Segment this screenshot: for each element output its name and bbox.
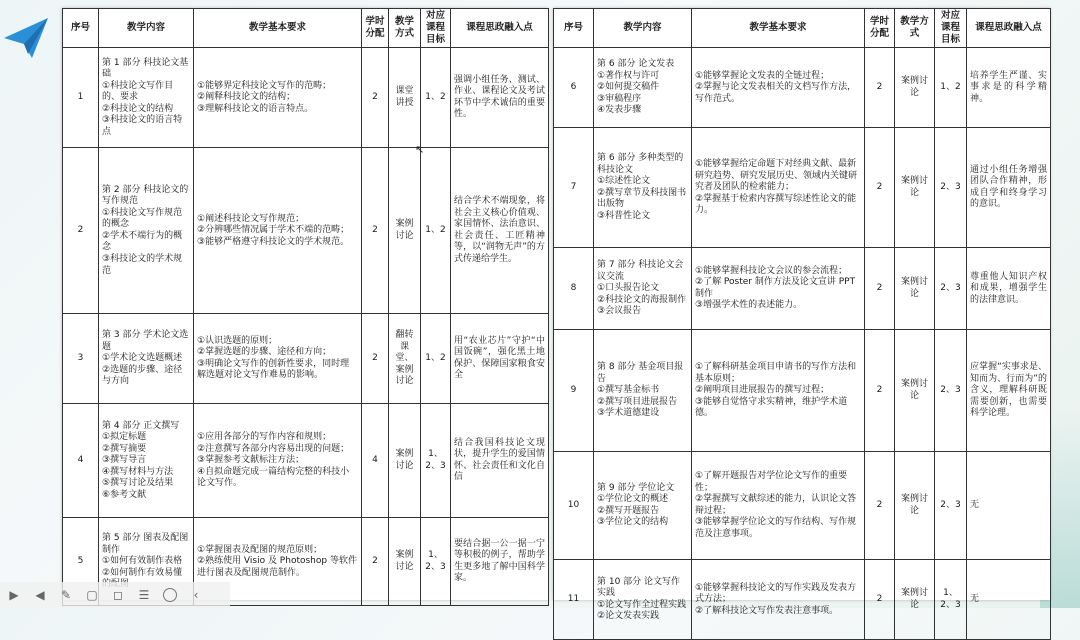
- row-requirements: [194, 404, 362, 518]
- row-ideology: 通过小组任务增强团队合作精神，形成自学和终身学习的意识。: [967, 128, 1051, 248]
- table-header-row: [63, 9, 549, 48]
- row-goal: 1、2、3: [421, 518, 451, 606]
- content-line: ②如何提交稿件: [597, 82, 660, 93]
- requirement-line: ③掌握参考文献标注方法；: [197, 455, 305, 466]
- requirement-line: ③理解科技论文的语言特点。: [197, 103, 314, 114]
- table-header-row: [554, 9, 1051, 48]
- content-line: ③学位论文的结构: [597, 517, 669, 528]
- row-content: [594, 128, 692, 248]
- header-content: 教学内容: [99, 9, 194, 48]
- row-ideology: 结合学术不端现象，将社会主义核心价值观、家国情怀、法治意识、社会责任、工匠精神等，以“润物无声”的方式传递给学生。: [451, 148, 549, 314]
- header-method: 教学方式: [895, 9, 935, 48]
- mouse-cursor-icon: ↖: [415, 143, 425, 156]
- row-content: [594, 330, 692, 452]
- content-line: 第 6 部分 论文发表: [597, 59, 675, 70]
- row-requirements: [692, 248, 865, 330]
- row-hours: 2: [362, 48, 389, 148]
- requirement-line: ③增强学术性的表述能力。: [695, 300, 803, 311]
- requirement-line: ①能够掌握科技论文会议的参会流程；: [695, 265, 848, 276]
- requirement-line: ①掌握图表及配图的规范原则；: [197, 544, 323, 555]
- row-content: [594, 560, 692, 640]
- table-row: [554, 452, 1051, 560]
- content-line: ③审稿程序: [597, 93, 642, 104]
- row-number: 8: [554, 248, 594, 330]
- content-line: 第 9 部分 学位论文: [597, 482, 675, 493]
- content-line: 第 2 部分 科技论文的写作规范: [102, 184, 189, 207]
- requirement-line: ②掌握与论文发表相关的文档写作方法，写作范式。: [695, 82, 857, 104]
- row-requirements: [692, 48, 865, 128]
- row-number: 4: [63, 404, 99, 518]
- requirement-line: ①阐述科技论文写作规范；: [197, 213, 305, 224]
- content-line: ③科技论文的学术规范: [102, 254, 183, 276]
- requirement-line: ③明确论文写作的创新性要求，同时理解选题对论文写作难易的影响。: [197, 358, 350, 381]
- content-line: 第 3 部分 学术论文选题: [102, 330, 189, 352]
- zoom-icon[interactable]: ◻: [113, 588, 123, 602]
- row-content: [99, 148, 194, 314]
- row-content: [594, 452, 692, 560]
- row-ideology: 尊重他人知识产权和成果，增强学生的法律意识。: [967, 248, 1051, 330]
- row-requirements: [692, 128, 865, 248]
- requirement-line: ④自拟命题完成一篇结构完整的科技小论文写作。: [197, 466, 350, 489]
- requirement-line: ①应用各部分的写作内容和规则；: [197, 432, 332, 443]
- content-line: ①拟定标题: [102, 432, 147, 443]
- row-ideology: 用“农业芯片”守护“中国饭碗”，强化黑土地保护、保障国家粮食安全: [451, 314, 549, 404]
- row-ideology: 无: [967, 452, 1051, 560]
- row-method: 案例讨论: [895, 128, 935, 248]
- row-number: 5: [63, 518, 99, 606]
- row-requirements: [692, 560, 865, 640]
- content-line: ②论文发表实践: [597, 611, 660, 622]
- content-line: 第 8 部分 基金项目报告: [597, 362, 684, 384]
- content-line: ①学位论文的概述: [597, 494, 669, 505]
- row-method: 案例讨论: [895, 48, 935, 128]
- table-row: [554, 248, 1051, 330]
- content-line: ③会议报告: [597, 306, 642, 317]
- row-method: 案例讨论: [895, 560, 935, 640]
- row-goal: 1、2: [421, 148, 451, 314]
- content-line: ③学术道德建设: [597, 408, 660, 419]
- content-line: ①综述性论文: [597, 176, 651, 187]
- content-line: ③科普性论文: [597, 211, 651, 221]
- requirement-line: ②分辨哪些情况属于学术不端的范畴；: [197, 225, 350, 236]
- row-number: 10: [554, 452, 594, 560]
- row-method: 案例讨论: [895, 248, 935, 330]
- row-method: 案例讨论: [389, 518, 421, 606]
- header-ideology: 课程思政融入点: [451, 9, 549, 48]
- syllabus-table-right: [553, 8, 1051, 640]
- requirement-line: ②掌握选题的步骤、途径和方向；: [197, 347, 332, 358]
- paper-plane-icon: [2, 14, 50, 62]
- table-row: [63, 148, 549, 314]
- table-row: [63, 314, 549, 404]
- row-goal: 2、3: [935, 330, 967, 452]
- table-row: [63, 48, 549, 148]
- row-hours: 2: [362, 314, 389, 404]
- syllabus-table-left: [62, 8, 549, 606]
- row-hours: 2: [362, 518, 389, 606]
- menu-icon[interactable]: ☰: [138, 588, 150, 602]
- header-ideology: 课程思政融入点: [967, 9, 1051, 48]
- row-ideology: 无: [967, 560, 1051, 640]
- requirement-line: ①能够掌握给定命题下对经典文献、最新研究趋势、研究发展历史、领域内关键研究者及团队的检索能力；: [695, 159, 858, 193]
- content-line: ⑥参考文献: [102, 489, 147, 500]
- pen-icon[interactable]: ✎: [60, 588, 72, 602]
- row-goal: 1、2: [935, 48, 967, 128]
- content-line: 第 10 部分 论文写作实践: [597, 576, 681, 599]
- content-line: 第 5 部分 图表及配图制作: [102, 533, 189, 555]
- content-line: ①科技论文写作目的、要求: [102, 80, 174, 103]
- header-hours: 学时分配: [865, 9, 895, 48]
- row-ideology: 要结合据一公一据一宁等积极的例子，帮助学生更多地了解中国科学家。: [451, 518, 549, 606]
- row-goal: 2、3: [935, 248, 967, 330]
- requirement-line: ②了解科技论文写作发表注意事项。: [695, 605, 839, 616]
- requirement-line: ②阐释科技论文的结构；: [197, 92, 296, 103]
- content-line: ①著作权与许可: [597, 70, 660, 81]
- requirement-line: ①了解开题报告对学位论文写作的重要性；: [695, 471, 848, 493]
- row-hours: 2: [362, 148, 389, 314]
- row-content: [99, 404, 194, 518]
- row-requirements: [692, 452, 865, 560]
- table-panel-right: [553, 8, 1050, 622]
- row-ideology: 培养学生严谨、实事求是的科学精神。: [967, 48, 1051, 128]
- row-goal: 1、2: [421, 48, 451, 148]
- header-content: 教学内容: [594, 9, 692, 48]
- row-number: 11: [554, 560, 594, 640]
- row-goal: 1、2: [421, 314, 451, 404]
- content-line: ⑤撰写讨论及结果: [102, 478, 174, 489]
- row-ideology: 结合我国科技论文现状，提升学生的爱国情怀、社会责任和文化自信: [451, 404, 549, 518]
- content-line: 第 4 部分 正文撰写: [102, 420, 180, 431]
- row-content: [99, 314, 194, 404]
- row-number: 3: [63, 314, 99, 404]
- row-number: 2: [63, 148, 99, 314]
- requirement-line: ②掌握撰写文献综述的能力，认识论文答辩过程；: [695, 494, 857, 516]
- requirement-line: ③能够自觉恪守求实精神，维护学术道德。: [695, 396, 848, 419]
- row-hours: 2: [865, 452, 895, 560]
- content-line: ②如何制作有效易懂: [102, 567, 183, 578]
- row-method: 案例讨论: [389, 404, 421, 518]
- row-ideology: 应掌握“实事求是、知而为、行而为”的含义，理解科研既需要创新，也需要科学论理。: [967, 330, 1051, 452]
- row-method: 翻转课堂、案例讨论: [389, 314, 421, 404]
- table-row: [554, 48, 1051, 128]
- row-number: 9: [554, 330, 594, 452]
- requirement-line: ③能够掌握学位论文的写作结构、写作规范及注意事项。: [695, 517, 857, 539]
- content-line: ②科技论文的海报制作: [597, 294, 687, 305]
- row-method: 案例讨论: [895, 330, 935, 452]
- content-line: ①论文写作全过程实践: [597, 599, 687, 610]
- requirement-line: ②注意撰写各部分内容易出现的问题；: [197, 443, 350, 454]
- back-icon[interactable]: ◀: [35, 588, 45, 602]
- row-requirements: [194, 314, 362, 404]
- content-line: ②撰写开题报告: [597, 505, 660, 516]
- table-panel-left: [62, 8, 548, 600]
- header-hours: 学时分配: [362, 9, 389, 48]
- row-content: [594, 248, 692, 330]
- requirement-line: ①认识选题的原则；: [197, 335, 278, 346]
- row-hours: 2: [865, 128, 895, 248]
- content-line: 第 1 部分 科技论文基础: [102, 57, 189, 80]
- content-line: ④发表步骤: [597, 105, 642, 116]
- row-hours: 2: [865, 48, 895, 128]
- row-hours: 2: [865, 330, 895, 452]
- header-goal: 对应课程目标: [935, 9, 967, 48]
- row-hours: 2: [865, 248, 895, 330]
- header-num: 序号: [63, 9, 99, 48]
- row-ideology: 强调小组任务、测试、作业、课程论文及考试环节中学术诚信的重要性。: [451, 48, 549, 148]
- row-method: 课堂讲授: [389, 48, 421, 148]
- content-line: ④撰写材料与方法: [102, 466, 174, 477]
- requirement-line: ①能够掌握科技论文的写作实践及发表方式方法；: [695, 582, 857, 605]
- content-line: ②选题的步骤、途径与方向: [102, 364, 183, 387]
- header-req: 教学基本要求: [692, 9, 865, 48]
- row-goal: 2、3: [935, 128, 967, 248]
- header-goal: 对应课程目标: [421, 9, 451, 48]
- content-line: ②撰写章节及科技图书出版物: [597, 187, 687, 210]
- requirement-line: ②掌握基于检索内容撰写综述性论文的能力。: [695, 193, 857, 216]
- content-line: ①口头报告论文: [597, 283, 660, 294]
- play-icon[interactable]: ▶: [9, 588, 19, 602]
- content-line: ②撰写摘要: [102, 443, 147, 454]
- requirement-line: ①能够掌握论文发表的全链过程；: [695, 70, 830, 81]
- prev-icon[interactable]: ‹: [193, 588, 199, 602]
- row-goal: 2、3: [935, 452, 967, 560]
- row-method: 案例讨论: [895, 452, 935, 560]
- requirement-line: ②了解 Poster 制作方法及论文宣讲 PPT 制作: [695, 277, 856, 299]
- content-line: ②撰写项目进展报告: [597, 396, 678, 407]
- header-req: 教学基本要求: [194, 9, 362, 48]
- row-requirements: [692, 330, 865, 452]
- requirement-line: ②阐明项目进展报告的撰写过程；: [695, 385, 830, 396]
- row-hours: 2: [865, 560, 895, 640]
- eraser-icon[interactable]: ▢: [86, 588, 98, 602]
- content-line: 第 7 部分 科技论文会议交流: [597, 260, 684, 282]
- table-row: [63, 404, 549, 518]
- content-line: ①科技论文写作规范的概念: [102, 207, 183, 230]
- row-requirements: [194, 48, 362, 148]
- content-line: ③撰写导言: [102, 455, 147, 466]
- content-line: ③科技论文的语言特点: [102, 115, 183, 137]
- requirement-line: ①能够界定科技论文写作的范畴；: [197, 80, 332, 91]
- row-method: 案例讨论: [389, 148, 421, 314]
- row-requirements: [194, 148, 362, 314]
- content-line: ②学术不端行为的概念: [102, 230, 183, 253]
- requirement-line: ②熟练使用 Visio 及 Photoshop 等软件进行图表及配图规范制作。: [197, 556, 357, 578]
- table-row: [554, 128, 1051, 248]
- content-line: 第 6 部分 多种类型的科技论文: [597, 153, 684, 175]
- row-number: 1: [63, 48, 99, 148]
- player-toolbar: [0, 582, 230, 608]
- table-row: [554, 560, 1051, 640]
- content-line: ①撰写基金标书: [597, 385, 660, 396]
- requirement-line: ①了解科研基金项目申请书的写作方法和基本原则；: [695, 362, 857, 384]
- row-number: 6: [554, 48, 594, 128]
- row-number: 7: [554, 128, 594, 248]
- row-content: [99, 48, 194, 148]
- table-row: [554, 330, 1051, 452]
- requirement-line: ③能够严格遵守科技论文的学术规范。: [197, 236, 350, 247]
- content-line: ①学术论文选题概述: [102, 353, 183, 364]
- row-hours: 4: [362, 404, 389, 518]
- row-goal: 1、2、3: [935, 560, 967, 640]
- more-icon[interactable]: [162, 587, 178, 603]
- header-method: 教学方式: [389, 9, 421, 48]
- header-num: 序号: [554, 9, 594, 48]
- content-line: ①如何有效制作表格: [102, 556, 183, 567]
- row-content: [594, 48, 692, 128]
- row-goal: 1、2、3: [421, 404, 451, 518]
- content-line: ②科技论文的结构: [102, 103, 174, 114]
